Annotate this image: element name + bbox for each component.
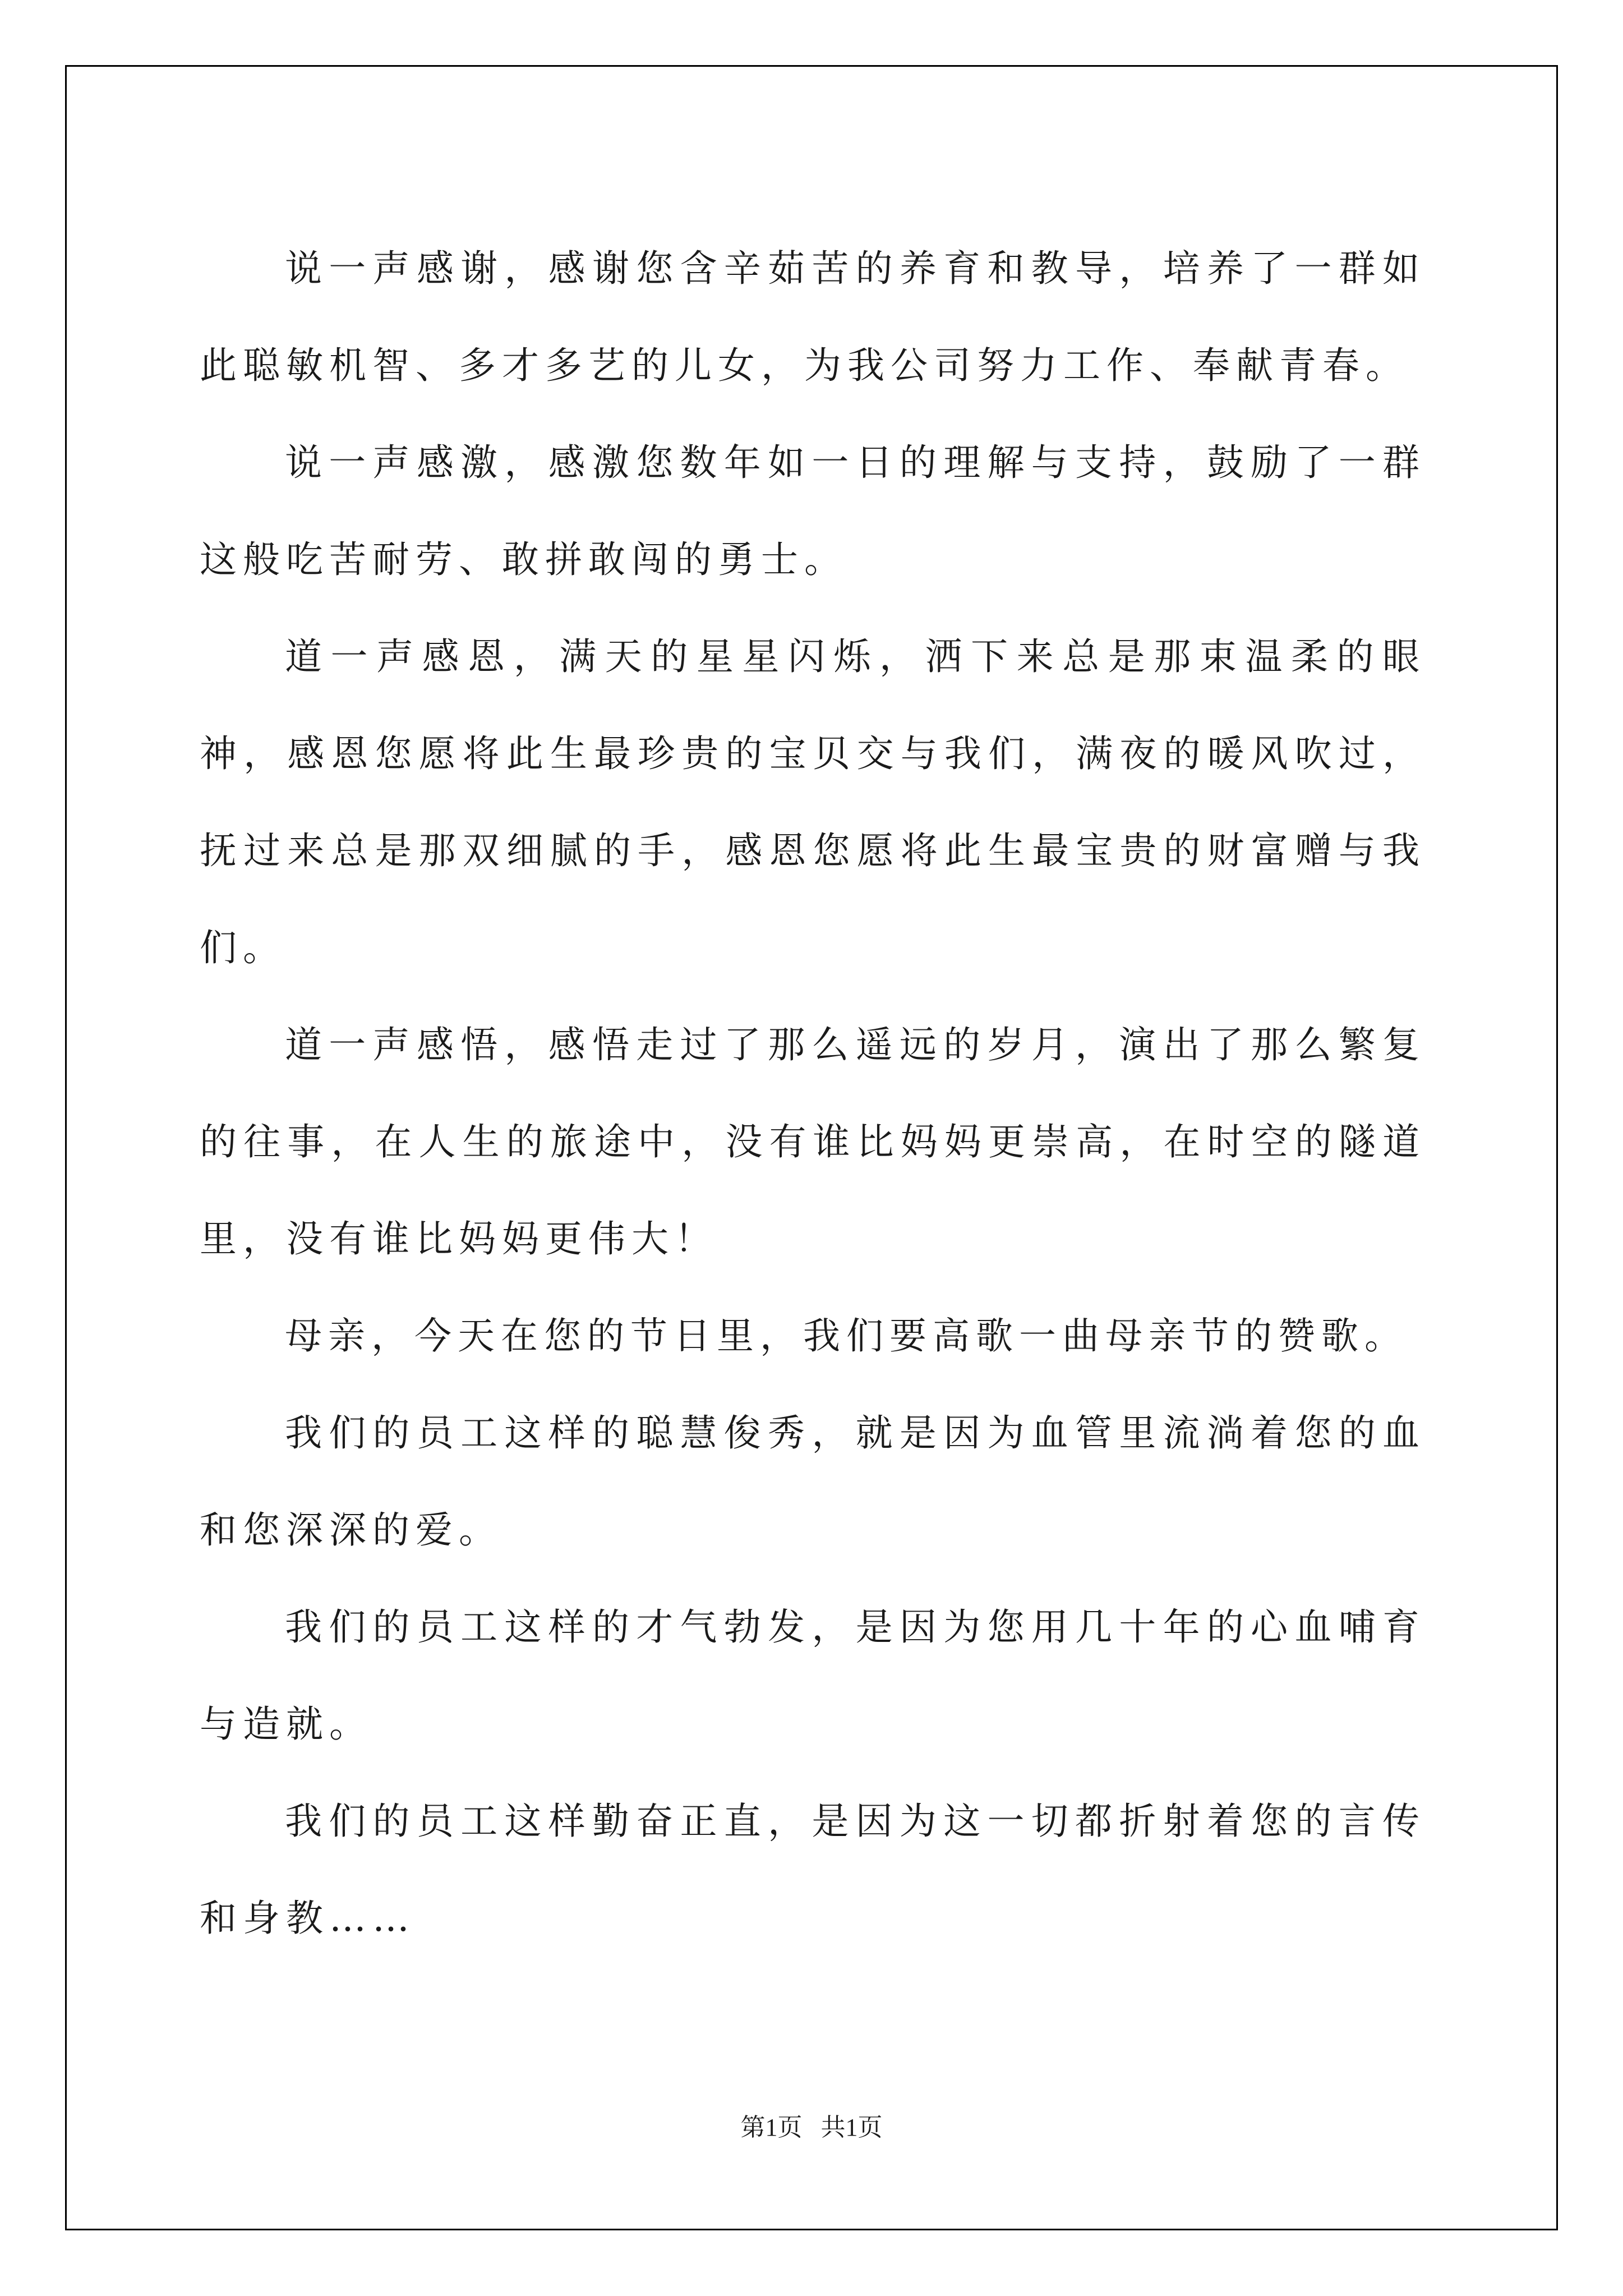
paragraph-3: 道一声感恩，满天的星星闪烁，洒下来总是那束温柔的眼神，感恩您愿将此生最珍贵的宝贝交与我们，满夜的暖风吹过，抚过来总是那双细腻的手，感恩您愿将此生最宝贵的财富赠与我们。 [200,635,1426,969]
paragraph-4: 道一声感悟，感悟走过了那么遥远的岁月，演出了那么繁复的往事，在人生的旅途中，没有谁比妈妈更崇高，在时空的隧道里，没有谁比妈妈更伟大！ [200,1023,1426,1260]
page-number-footer: 第1页 共1页 [740,2114,883,2141]
paragraph-7: 我们的员工这样的才气勃发，是因为您用几十年的心血哺育与造就。 [200,1605,1426,1746]
paragraph-1: 说一声感谢，感谢您含辛茹苦的养育和教导，培养了一群如此聪敏机智、多才多艺的儿女，为我公司努力工作、奉献青春。 [200,247,1426,387]
paragraph-8: 我们的员工这样勤奋正直，是因为这一切都折射着您的言传和身教…… [200,1800,1426,1940]
document-body [200,220,1426,1967]
paragraph-2: 说一声感激，感激您数年如一日的理解与支持，鼓励了一群这般吃苦耐劳、敢拼敢闯的勇士。 [200,441,1426,581]
paragraph-5: 母亲，今天在您的节日里，我们要高歌一曲母亲节的赞歌。 [285,1314,1408,1358]
paragraph-6: 我们的员工这样的聪慧俊秀，就是因为血管里流淌着您的血和您深深的爱。 [200,1411,1426,1552]
